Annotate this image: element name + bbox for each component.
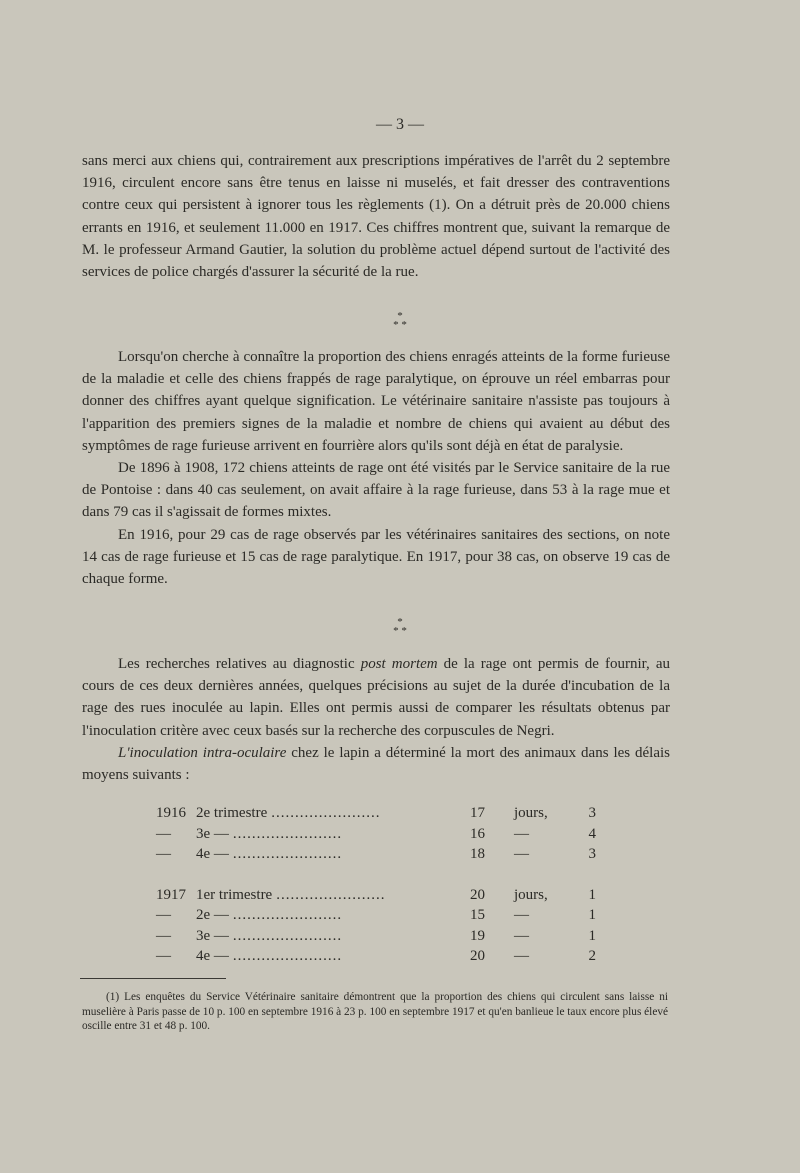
table-leader-dots: .......................: [232, 846, 343, 862]
paragraph-2: Lorsqu'on cherche à connaître la proportion des chiens enragés atteints de la forme furieuse de la maladie et celle des chiens frappés de rage paralytique, on éprouve un réel embarras pour donner des chiffres ayant quelque signification. Le vétérinaire sanitaire n'assiste pas toujours à l'apparition des premiers signes de la maladie et nombre de chiens qui avaient au début des symptômes de rage furieuse arrivent en fourrière alors qu'ils sont déjà en état de paralysie.: [82, 349, 670, 454]
paragraph-intro: [82, 150, 670, 283]
table-row: [156, 946, 596, 967]
table-leader-dots: .......................: [232, 907, 343, 923]
table-cell-unit: —: [514, 927, 529, 944]
table-leader-dots: .......................: [232, 825, 343, 842]
table-cell-year: —: [156, 825, 171, 842]
table-cell-value: 20: [470, 948, 485, 964]
table-cell-year: —: [156, 948, 171, 964]
table-cell-unit: jours,: [514, 805, 548, 821]
paragraph-6-italic: L'inoculation intra-oculaire: [118, 744, 287, 761]
table-cell-label: 3e —: [196, 825, 229, 842]
table-group-1916: [156, 803, 596, 865]
table-row: [156, 844, 596, 865]
table-leader-dots: .......................: [232, 927, 343, 944]
table-cell-value: 15: [470, 907, 485, 923]
table-cell-label: 2e —: [196, 907, 229, 923]
paragraph-3: De 1896 à 1908, 172 chiens atteints de rage ont été visités par le Service sanitaire de la rue de Pontoise : dans 40 cas seulement, on avait affaire à la rage furieuse, dans 53 à la rage mue et dans 79 cas il s'agissait de formes mixtes.: [82, 460, 670, 521]
section-rage-forms: [82, 346, 670, 590]
footnote: [82, 990, 668, 1034]
table-leader-dots: .......................: [276, 886, 386, 903]
table-cell-count: 4: [588, 825, 596, 842]
table-cell-unit: —: [514, 846, 529, 862]
paragraph-6: [82, 742, 670, 786]
table-leader-dots: .......................: [271, 805, 381, 821]
table-cell-count: 3: [588, 846, 596, 862]
footnote-rule: [80, 978, 226, 979]
paragraph-5: [82, 653, 670, 742]
section-separator-1: * * *: [393, 310, 407, 331]
table-cell-label: 4e —: [196, 948, 229, 964]
paragraph-1: sans merci aux chiens qui, contrairement aux prescriptions impératives de l'arrêt du 2 septembre 1916, circulent encore sans être tenus en laisse ni muselés, et fait dresser des contraventions contre ceux qui persistent à ignorer tous les règlements (1). On a détruit près de 20.000 chiens errants en 1916, et seulement 11.000 en 1917. Ces chiffres montrent que, suivant la remarque de M. le professeur Armand Gautier, la solution du problème actuel dépend surtout de l'activité des services de police chargés d'assurer la sécurité de la rue.: [82, 153, 670, 281]
table-cell-label: 1er trimestre: [196, 886, 273, 903]
table-cell-count: 2: [588, 948, 596, 964]
table-cell-value: 20: [470, 886, 485, 903]
table-cell-unit: —: [514, 825, 529, 842]
section-diagnostic: [82, 653, 670, 786]
table-row: [156, 926, 596, 947]
table-cell-year: 1916: [156, 805, 186, 821]
table-cell-count: 3: [588, 805, 596, 821]
table-cell-count: 1: [588, 927, 596, 944]
paragraph-5-text-b: de la rage ont permis de fournir, au cours de ces deux dernières années, quelques précisions au sujet de la durée d'incubation de la rage des rues inoculée au lapin. Elles ont permis aussi de comparer les résultats obtenus par l'inoculation critère avec ceux basés sur la recherche des corpuscules de Negri.: [82, 656, 670, 739]
table-cell-year: 1917: [156, 886, 186, 903]
table-row: [156, 885, 596, 906]
paragraph-5-text-a: Les recherches relatives au diagnostic: [118, 656, 361, 672]
table-row: [156, 803, 596, 824]
table-cell-unit: —: [514, 948, 529, 964]
table-cell-count: 1: [588, 907, 596, 923]
table-cell-count: 1: [588, 886, 596, 903]
table-cell-year: —: [156, 927, 171, 944]
table-cell-value: 18: [470, 846, 485, 862]
section-separator-2: * * *: [393, 616, 407, 637]
paragraph-4: En 1916, pour 29 cas de rage observés par les vétérinaires sanitaires des sections, on note 14 cas de rage furieuse et 15 cas de rage paralytique. En 1917, pour 38 cas, on observe 19 cas de chaque forme.: [82, 526, 670, 588]
table-row: [156, 824, 596, 845]
table-cell-year: —: [156, 846, 171, 862]
table-cell-label: 2e trimestre: [196, 805, 268, 821]
table-cell-value: 16: [470, 825, 485, 842]
table-cell-value: 17: [470, 805, 485, 821]
page-number: — 3 —: [376, 116, 424, 133]
table-cell-unit: jours,: [514, 886, 548, 903]
paragraph-5-italic: post mortem: [360, 656, 438, 672]
table-cell-label: 3e —: [196, 927, 229, 944]
table-gap: [156, 865, 596, 885]
table-group-1917: [156, 885, 596, 967]
footnote-text: (1) Les enquêtes du Service Vétérinaire sanitaire démontrent que la proportion des chiens qui circulent sans laisse ni muselière à Paris passe de 10 p. 100 en septembre 1916 à 23 p. 100 en septembre 1917 et qu'en banlieue le taux encore plus élevé oscille entre 31 et 48 p. 100.: [82, 991, 668, 1032]
table-leader-dots: .......................: [232, 948, 343, 964]
paragraph-6-text: chez le lapin a déterminé la mort des animaux dans les délais moyens suivants :: [82, 744, 670, 784]
incubation-table: [156, 803, 596, 967]
table-row: [156, 905, 596, 926]
table-cell-year: —: [156, 907, 171, 923]
table-cell-label: 4e —: [196, 846, 229, 862]
table-cell-unit: —: [514, 907, 529, 923]
table-cell-value: 19: [470, 927, 485, 944]
